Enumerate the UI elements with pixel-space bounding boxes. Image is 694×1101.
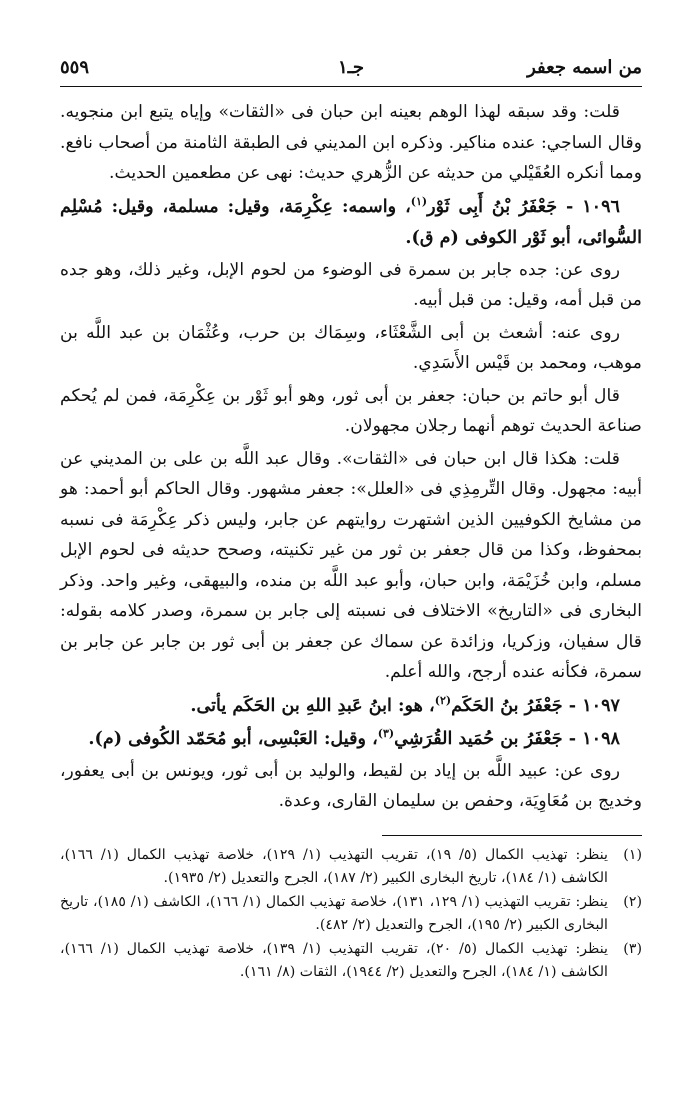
footnote-number: (٢) [623,893,642,910]
entry-name: - جَعْفَرُ بن حُمَيد القُرَشِي [394,727,583,749]
footnote-ref: (٢) [434,693,452,707]
book-page [60,54,642,985]
entry-heading-1097 [60,690,642,721]
footnote-ref: (٣) [377,726,395,740]
page-number: ٥٥٩ [60,57,90,78]
entry-details: ، وقيل: العَبْسِى، أبو مُحَمّد الكُوفى (م). [88,727,378,749]
paragraph: روى عن: عبيد اللَّه بن إياد بن لقيط، والوليد بن أبى ثور، ويونس بن أبى يعفور، وخديج بن مُعَاوِيَة، وحفص بن سليمان القارى، وعدة. [60,760,642,811]
volume-label: جـ١ [337,57,365,78]
footnotes [60,844,642,984]
paragraph: قلت: هكذا قال ابن حبان فى «الثقات». وقال عبد اللَّه بن على بن المديني عن أبيه: مجهول. وقال التِّرمِذِي فى «العلل»: جعفر مشهور. وقال الحاكم أبو أحمد: هو من مشايخ الكوفيين الذين اشتهرت روايتهم عن جابر، وليس ذكر عِكْرِمَة فى نسبه بمحفوظ، وكذا من قال جعفر بن ثور من غير تكنيته، وصحح حديثه فى لحوم الإبل مسلم، وابن خُزَيْمَة، وابن حبان، وأبو عبد اللَّه بن منده، والبيهقى، وغير واحد. وذكر البخارى فى «التاريخ» الاختلاف فى نسبته إلى جابر بن سمرة، وصدر كلامه بقوله: قال سفيان، وزكريا، وزائدة عن سماك عن جعفر بن أبى ثور بن جابر عن جابر بن سمرة، فكأنه عنده أرجح، والله أعلم. [60,448,642,682]
footnote-divider [382,835,642,836]
section-title: من اسمه جعفر [527,57,642,78]
entry-number: ١٠٩٨ [582,727,620,749]
footnote-item [60,938,642,984]
footnote-text: ينظر: تهذيب الكمال (٥/ ١٩)، تقريب التهذيب (١/ ١٢٩)، خلاصة تهذيب الكمال (١/ ١٦٦)، الكاشف (١/ ١٨٤)، تاريخ البخارى الكبير (٢/ ١٨٧)، الجرح والتعديل (٢/ ١٩٣٥). [60,846,608,886]
footnote-number: (١) [623,846,642,863]
footnote-ref: (١) [410,194,428,208]
entry-number: ١٠٩٦ [582,195,621,217]
running-header [60,54,642,82]
entry-heading-1096 [60,191,642,253]
footnote-item [60,891,642,937]
entry-details: ، واسمه: عِكْرِمَة، وقيل: مسلمة، وقيل: مُسْلِم السُّوائى، أبو ثَوْر الكوفى (م ق). [60,195,642,248]
entry-number: ١٠٩٧ [582,694,620,716]
paragraph: قال أبو حاتم بن حبان: جعفر بن أبى ثور، وهو أبو ثَوْر بن عِكْرِمَة، فمن لم يُحكم صناعة الحديث توهم أنهما رجلان مجهولان. [60,385,642,436]
footnote-text: ينظر: تقريب التهذيب (١/ ١٢٩، ١٣١)، خلاصة تهذيب الكمال (١/ ١٦٦)، الكاشف (١/ ١٨٥)، تاريخ البخارى الكبير (٢/ ١٩٥)، الجرح والتعديل (٢/ ٤٨٢). [60,893,608,933]
entry-details: ، هو: ابنُ عَبدِ اللهِ بن الحَكَم يأتى. [190,694,435,716]
entry-name: - جَعْفَرُ بنُ الحَكَم [451,694,583,716]
paragraph: قلت: وقد سبقه لهذا الوهم بعينه ابن حبان فى «الثقات» وإياه يتبع ابن منجويه. وقال الساجي: عنده مناكير. وذكره ابن المديني فى الطبقة الثامنة من أصحاب نافع. ومما أنكره العُقَيْلي من حديثه عن الزُّهري حديث: نهى عن مطعمين الحديث. [60,102,642,183]
entry-name: - جَعْفَرُ بْنُ أَبِى ثَوْر [427,195,583,217]
footnote-text: ينظر: تهذيب الكمال (٥/ ٢٠)، تقريب التهذيب (١/ ١٣٩)، خلاصة تهذيب الكمال (١/ ١٦٦)، الكاشف (١/ ١٨٤)، الجرح والتعديل (٢/ ١٩٤٤)، الثقات (٨/ ١٦١). [60,940,608,980]
paragraph: روى عنه: أشعث بن أبى الشَّعْثَاء، وسِمَاك بن حرب، وعُثْمَان بن عبد اللَّه بن موهب، ومحمد بن قَيْس الأَسَدِي. [60,322,642,373]
main-text [60,97,642,817]
footnote-number: (٣) [623,940,642,957]
paragraph: روى عن: جده جابر بن سمرة فى الوضوء من لحوم الإبل، وغير ذلك، وهو جده من قبل أمه، وقيل: من قبل أبيه. [60,259,642,310]
header-divider [60,86,642,87]
entry-heading-1098 [60,723,642,754]
footnote-item [60,844,642,890]
